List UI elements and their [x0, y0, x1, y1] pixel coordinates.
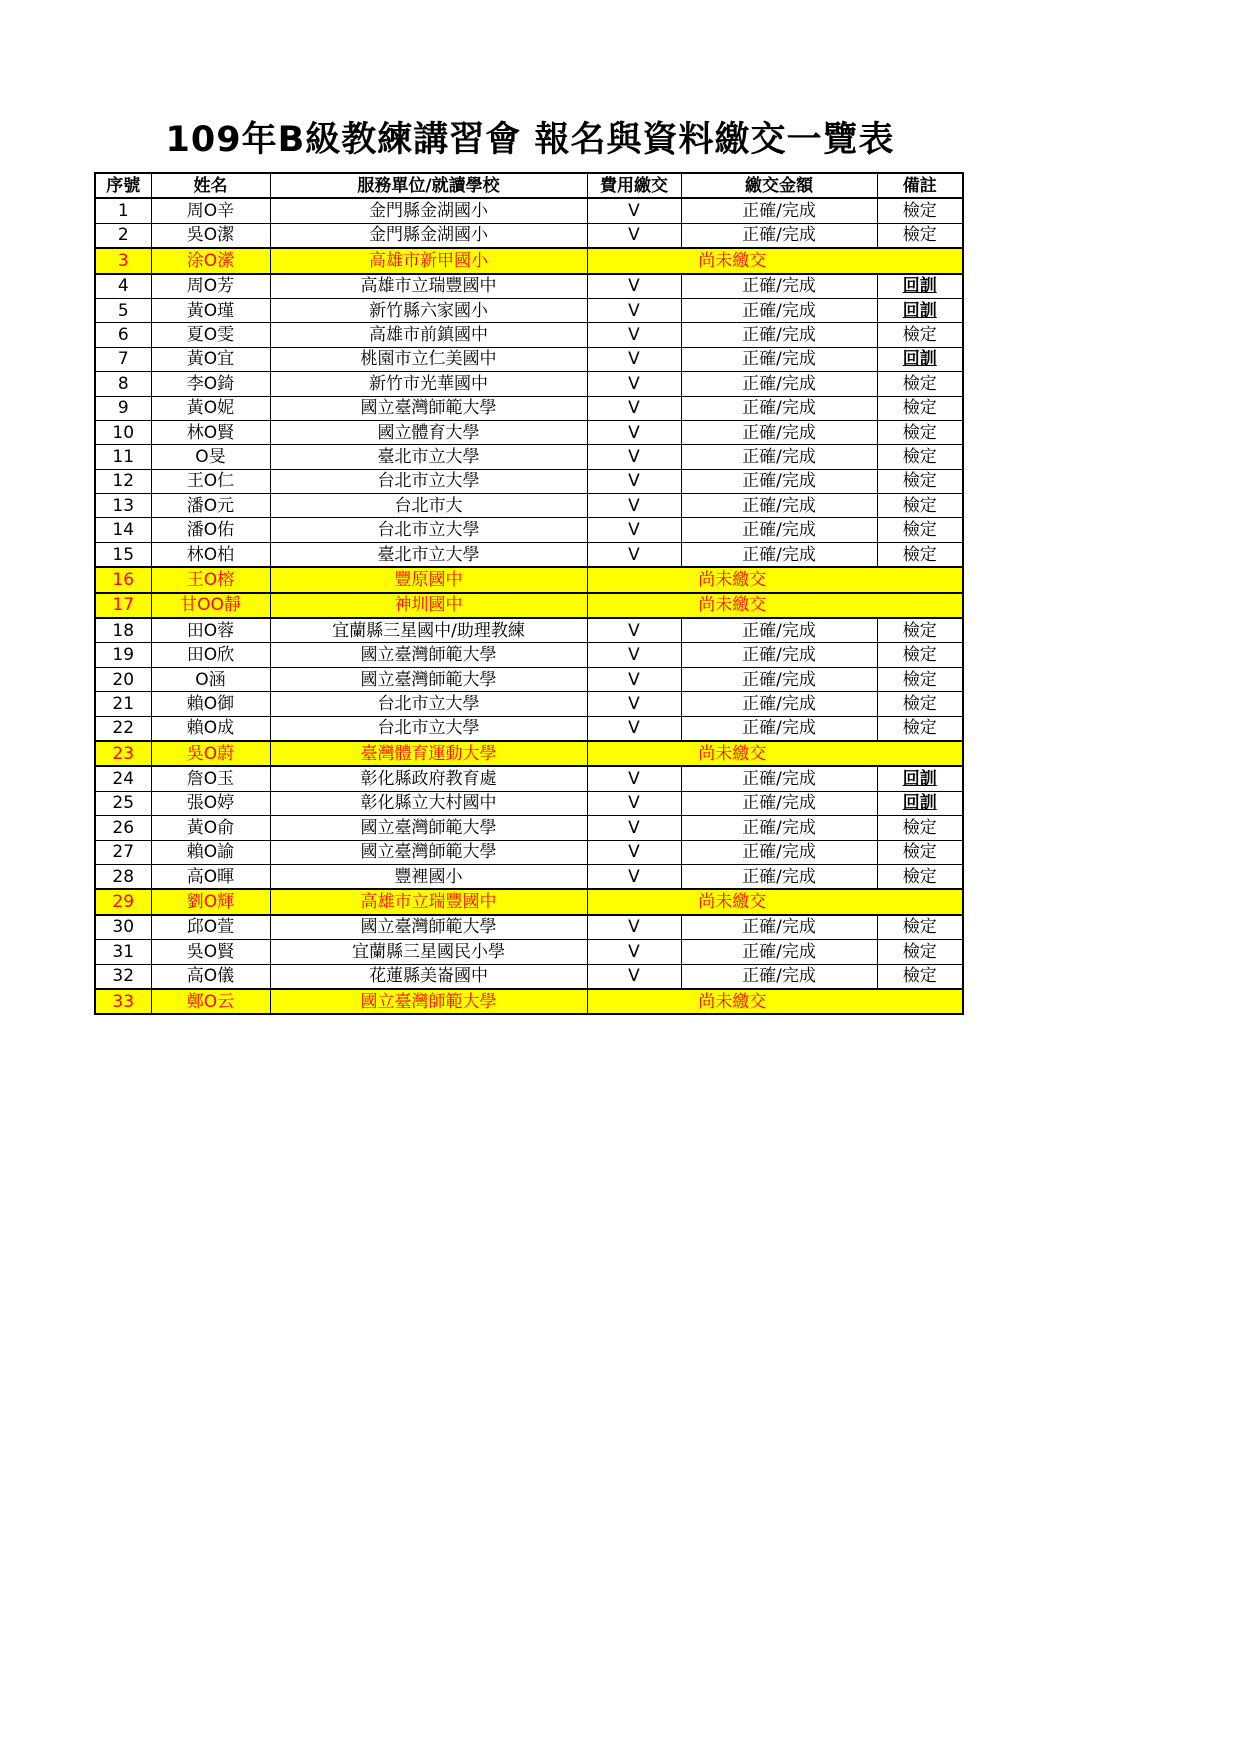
- cell-note: 回訓: [877, 274, 963, 299]
- table-row: [95, 716, 963, 741]
- cell-status: 尚未繳交: [587, 593, 877, 618]
- cell-note: 檢定: [877, 223, 963, 248]
- cell-paid: V: [587, 716, 681, 741]
- table-row: [95, 840, 963, 864]
- cell-note: 檢定: [877, 372, 963, 396]
- cell-unit: 彰化縣政府教育處: [270, 766, 587, 791]
- cell-unit: 臺北市立大學: [270, 542, 587, 567]
- cell-name: 吳O潔: [151, 223, 270, 248]
- cell-unit: 豐裡國小: [270, 864, 587, 889]
- cell-note: 檢定: [877, 618, 963, 643]
- cell-name: 黃O俞: [151, 816, 270, 840]
- cell-note-empty: [877, 741, 963, 766]
- cell-unit: 神圳國中: [270, 593, 587, 618]
- cell-paid: V: [587, 667, 681, 691]
- cell-paid: V: [587, 372, 681, 396]
- cell-no: 6: [95, 323, 151, 347]
- cell-note: 檢定: [877, 323, 963, 347]
- table-row: [95, 518, 963, 542]
- table-row: [95, 347, 963, 371]
- cell-amount: 正確/完成: [681, 667, 877, 691]
- cell-no: 32: [95, 964, 151, 989]
- table-row: [95, 372, 963, 396]
- cell-unit: 新竹縣六家國小: [270, 298, 587, 322]
- cell-name: 王O仁: [151, 469, 270, 493]
- cell-status: 尚未繳交: [587, 567, 877, 592]
- cell-note: 檢定: [877, 964, 963, 989]
- table-row: [95, 469, 963, 493]
- cell-no: 23: [95, 741, 151, 766]
- cell-unit: 花蓮縣美崙國中: [270, 964, 587, 989]
- cell-no: 28: [95, 864, 151, 889]
- table-row-unpaid: [95, 567, 963, 592]
- table-row: [95, 964, 963, 989]
- cell-no: 24: [95, 766, 151, 791]
- cell-unit: 豐原國中: [270, 567, 587, 592]
- cell-amount: 正確/完成: [681, 766, 877, 791]
- cell-note: 檢定: [877, 469, 963, 493]
- cell-unit: 國立臺灣師範大學: [270, 989, 587, 1014]
- header-no: 序號: [95, 173, 151, 198]
- cell-name: 詹O玉: [151, 766, 270, 791]
- cell-no: 17: [95, 593, 151, 618]
- header-paid: 費用繳交: [587, 173, 681, 198]
- cell-paid: V: [587, 420, 681, 444]
- cell-note: 回訓: [877, 347, 963, 371]
- cell-name: 鄭O云: [151, 989, 270, 1014]
- registration-table: [94, 172, 964, 1015]
- table-row: [95, 445, 963, 469]
- cell-no: 8: [95, 372, 151, 396]
- table-row: [95, 298, 963, 322]
- cell-name: 田O蓉: [151, 618, 270, 643]
- header-amount: 繳交金額: [681, 173, 877, 198]
- table-row-unpaid: [95, 741, 963, 766]
- cell-note: 檢定: [877, 716, 963, 741]
- table-row: [95, 667, 963, 691]
- cell-amount: 正確/完成: [681, 940, 877, 964]
- cell-no: 26: [95, 816, 151, 840]
- cell-unit: 新竹市光華國中: [270, 372, 587, 396]
- table-body: [95, 198, 963, 1014]
- cell-no: 2: [95, 223, 151, 248]
- cell-paid: V: [587, 518, 681, 542]
- cell-no: 12: [95, 469, 151, 493]
- cell-unit: 台北市立大學: [270, 518, 587, 542]
- cell-unit: 高雄市立瑞豐國中: [270, 889, 587, 914]
- table-row: [95, 223, 963, 248]
- cell-name: 黃O瑾: [151, 298, 270, 322]
- cell-paid: V: [587, 347, 681, 371]
- cell-note: 回訓: [877, 766, 963, 791]
- cell-unit: 台北市立大學: [270, 716, 587, 741]
- cell-note: 檢定: [877, 445, 963, 469]
- cell-name: 邱O萱: [151, 915, 270, 940]
- cell-name: 吳O蔚: [151, 741, 270, 766]
- cell-paid: V: [587, 494, 681, 518]
- cell-amount: 正確/完成: [681, 964, 877, 989]
- cell-name: O旻: [151, 445, 270, 469]
- cell-name: 周O辛: [151, 198, 270, 223]
- cell-amount: 正確/完成: [681, 618, 877, 643]
- cell-paid: V: [587, 469, 681, 493]
- cell-no: 33: [95, 989, 151, 1014]
- cell-note: 檢定: [877, 864, 963, 889]
- cell-amount: 正確/完成: [681, 915, 877, 940]
- cell-unit: 國立臺灣師範大學: [270, 915, 587, 940]
- cell-unit: 國立臺灣師範大學: [270, 840, 587, 864]
- table-header-row: [95, 173, 963, 198]
- cell-note-empty: [877, 593, 963, 618]
- cell-name: 賴O成: [151, 716, 270, 741]
- cell-no: 16: [95, 567, 151, 592]
- cell-amount: 正確/完成: [681, 323, 877, 347]
- cell-amount: 正確/完成: [681, 396, 877, 420]
- cell-no: 21: [95, 692, 151, 716]
- cell-paid: V: [587, 915, 681, 940]
- cell-unit: 臺灣體育運動大學: [270, 741, 587, 766]
- table-row: [95, 692, 963, 716]
- cell-no: 11: [95, 445, 151, 469]
- cell-no: 1: [95, 198, 151, 223]
- cell-unit: 宜蘭縣三星國民小學: [270, 940, 587, 964]
- header-unit: 服務單位/就讀學校: [270, 173, 587, 198]
- table-row: [95, 864, 963, 889]
- cell-name: 涂O瀠: [151, 248, 270, 273]
- cell-amount: 正確/完成: [681, 840, 877, 864]
- cell-amount: 正確/完成: [681, 542, 877, 567]
- cell-note: 檢定: [877, 840, 963, 864]
- cell-no: 25: [95, 791, 151, 815]
- table-row: [95, 396, 963, 420]
- cell-paid: V: [587, 323, 681, 347]
- cell-name: 劉O輝: [151, 889, 270, 914]
- cell-unit: 國立臺灣師範大學: [270, 396, 587, 420]
- cell-name: 高O暉: [151, 864, 270, 889]
- cell-no: 5: [95, 298, 151, 322]
- cell-name: 高O儀: [151, 964, 270, 989]
- cell-amount: 正確/完成: [681, 274, 877, 299]
- cell-unit: 臺北市立大學: [270, 445, 587, 469]
- cell-note: 檢定: [877, 692, 963, 716]
- cell-amount: 正確/完成: [681, 198, 877, 223]
- cell-note: 回訓: [877, 298, 963, 322]
- cell-amount: 正確/完成: [681, 469, 877, 493]
- cell-name: 賴O御: [151, 692, 270, 716]
- cell-paid: V: [587, 643, 681, 667]
- cell-paid: V: [587, 864, 681, 889]
- cell-status: 尚未繳交: [587, 989, 877, 1014]
- table-row: [95, 791, 963, 815]
- cell-paid: V: [587, 396, 681, 420]
- cell-note-empty: [877, 567, 963, 592]
- table-row: [95, 274, 963, 299]
- cell-note: 檢定: [877, 940, 963, 964]
- cell-amount: 正確/完成: [681, 347, 877, 371]
- cell-status: 尚未繳交: [587, 889, 877, 914]
- cell-name: 李O錡: [151, 372, 270, 396]
- cell-name: 田O欣: [151, 643, 270, 667]
- table-row: [95, 542, 963, 567]
- cell-amount: 正確/完成: [681, 864, 877, 889]
- cell-no: 7: [95, 347, 151, 371]
- cell-unit: 金門縣金湖國小: [270, 198, 587, 223]
- cell-unit: 高雄市前鎮國中: [270, 323, 587, 347]
- cell-note-empty: [877, 248, 963, 273]
- cell-amount: 正確/完成: [681, 716, 877, 741]
- cell-status: 尚未繳交: [587, 248, 877, 273]
- cell-note: 檢定: [877, 420, 963, 444]
- cell-unit: 台北市立大學: [270, 692, 587, 716]
- table-row: [95, 766, 963, 791]
- cell-no: 4: [95, 274, 151, 299]
- table-row: [95, 915, 963, 940]
- cell-amount: 正確/完成: [681, 816, 877, 840]
- cell-no: 9: [95, 396, 151, 420]
- cell-paid: V: [587, 840, 681, 864]
- cell-unit: 金門縣金湖國小: [270, 223, 587, 248]
- cell-name: O涵: [151, 667, 270, 691]
- cell-no: 27: [95, 840, 151, 864]
- cell-paid: V: [587, 791, 681, 815]
- cell-paid: V: [587, 766, 681, 791]
- cell-amount: 正確/完成: [681, 692, 877, 716]
- cell-unit: 高雄市新甲國小: [270, 248, 587, 273]
- table-row-unpaid: [95, 248, 963, 273]
- cell-name: 張O婷: [151, 791, 270, 815]
- cell-name: 潘O佑: [151, 518, 270, 542]
- cell-name: 甘OO靜: [151, 593, 270, 618]
- cell-name: 林O賢: [151, 420, 270, 444]
- cell-note: 檢定: [877, 198, 963, 223]
- cell-status: 尚未繳交: [587, 741, 877, 766]
- cell-amount: 正確/完成: [681, 791, 877, 815]
- table-row-unpaid: [95, 989, 963, 1014]
- cell-name: 王O榕: [151, 567, 270, 592]
- table-row: [95, 198, 963, 223]
- cell-unit: 國立體育大學: [270, 420, 587, 444]
- cell-amount: 正確/完成: [681, 372, 877, 396]
- cell-unit: 桃園市立仁美國中: [270, 347, 587, 371]
- cell-name: 潘O元: [151, 494, 270, 518]
- cell-no: 15: [95, 542, 151, 567]
- cell-note-empty: [877, 989, 963, 1014]
- cell-unit: 高雄市立瑞豐國中: [270, 274, 587, 299]
- cell-paid: V: [587, 940, 681, 964]
- cell-note: 檢定: [877, 816, 963, 840]
- cell-no: 29: [95, 889, 151, 914]
- cell-no: 10: [95, 420, 151, 444]
- cell-paid: V: [587, 198, 681, 223]
- cell-no: 30: [95, 915, 151, 940]
- header-note: 備註: [877, 173, 963, 198]
- table-row: [95, 420, 963, 444]
- cell-unit: 國立臺灣師範大學: [270, 816, 587, 840]
- cell-unit: 宜蘭縣三星國中/助理教練: [270, 618, 587, 643]
- cell-amount: 正確/完成: [681, 518, 877, 542]
- cell-note-empty: [877, 889, 963, 914]
- cell-amount: 正確/完成: [681, 494, 877, 518]
- header-name: 姓名: [151, 173, 270, 198]
- cell-unit: 台北市立大學: [270, 469, 587, 493]
- cell-no: 13: [95, 494, 151, 518]
- cell-no: 22: [95, 716, 151, 741]
- cell-paid: V: [587, 618, 681, 643]
- cell-unit: 台北市大: [270, 494, 587, 518]
- cell-name: 吳O賢: [151, 940, 270, 964]
- cell-paid: V: [587, 964, 681, 989]
- page-title: 109年B級教練講習會 報名與資料繳交一覽表: [165, 120, 895, 160]
- cell-note: 檢定: [877, 518, 963, 542]
- cell-paid: V: [587, 816, 681, 840]
- cell-note: 檢定: [877, 494, 963, 518]
- cell-paid: V: [587, 298, 681, 322]
- table-row: [95, 323, 963, 347]
- cell-unit: 國立臺灣師範大學: [270, 643, 587, 667]
- cell-name: 黃O宜: [151, 347, 270, 371]
- cell-paid: V: [587, 692, 681, 716]
- cell-note: 檢定: [877, 915, 963, 940]
- cell-paid: V: [587, 542, 681, 567]
- cell-note: 檢定: [877, 396, 963, 420]
- cell-amount: 正確/完成: [681, 420, 877, 444]
- table-row: [95, 618, 963, 643]
- cell-amount: 正確/完成: [681, 223, 877, 248]
- cell-name: 賴O諭: [151, 840, 270, 864]
- cell-no: 18: [95, 618, 151, 643]
- table-row: [95, 494, 963, 518]
- cell-unit: 國立臺灣師範大學: [270, 667, 587, 691]
- cell-note: 檢定: [877, 542, 963, 567]
- cell-note: 檢定: [877, 643, 963, 667]
- cell-paid: V: [587, 445, 681, 469]
- table-row-unpaid: [95, 593, 963, 618]
- cell-name: 周O芳: [151, 274, 270, 299]
- cell-no: 20: [95, 667, 151, 691]
- cell-paid: V: [587, 274, 681, 299]
- cell-name: 黃O妮: [151, 396, 270, 420]
- cell-amount: 正確/完成: [681, 643, 877, 667]
- cell-no: 31: [95, 940, 151, 964]
- table-row-unpaid: [95, 889, 963, 914]
- cell-note: 回訓: [877, 791, 963, 815]
- cell-no: 14: [95, 518, 151, 542]
- cell-unit: 彰化縣立大村國中: [270, 791, 587, 815]
- cell-note: 檢定: [877, 667, 963, 691]
- table-row: [95, 940, 963, 964]
- table-row: [95, 643, 963, 667]
- cell-name: 林O柏: [151, 542, 270, 567]
- cell-no: 3: [95, 248, 151, 273]
- cell-amount: 正確/完成: [681, 445, 877, 469]
- cell-paid: V: [587, 223, 681, 248]
- cell-amount: 正確/完成: [681, 298, 877, 322]
- table-row: [95, 816, 963, 840]
- cell-name: 夏O雯: [151, 323, 270, 347]
- cell-no: 19: [95, 643, 151, 667]
